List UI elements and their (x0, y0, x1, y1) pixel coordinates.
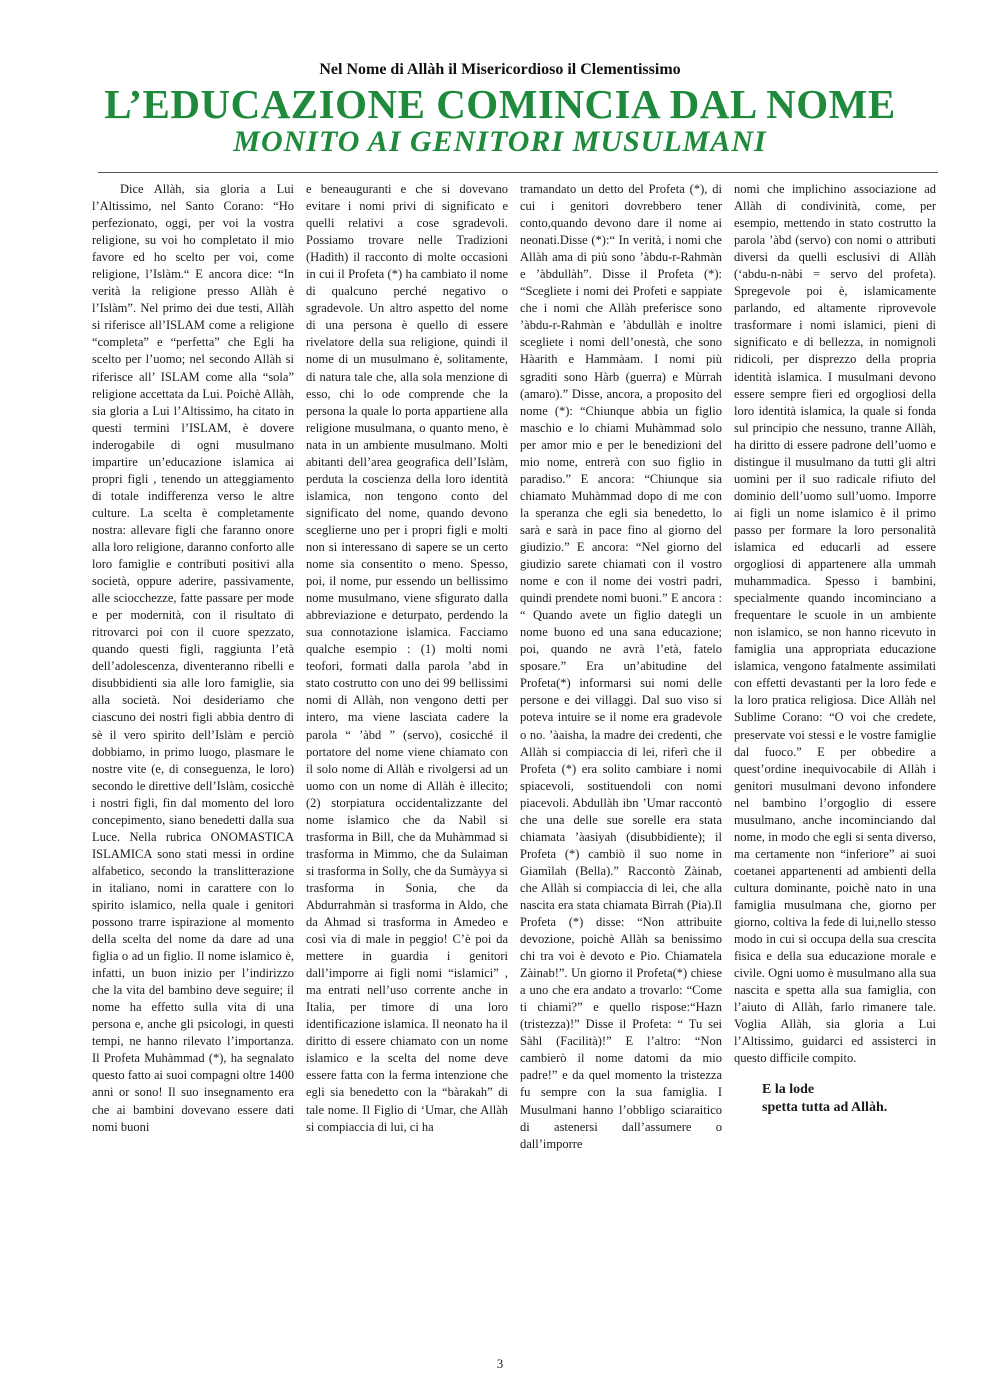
text-column-3 (520, 181, 722, 1346)
text-column-4 (734, 181, 936, 1346)
closing-praise (734, 1081, 936, 1117)
column-3-text: tramandato un detto del Profeta (*), di cui i genitori dovrebbero tener conto,quando devono dare il nome ai neonati.Disse (*):“ In verità, i nomi che Allàh ama di più sono ’àbdu-r-Rahmàn e ’àbdullàh”. Disse il Profeta (*): “Scegliete i nomi dei Profeti e sappiate che i nomi che Allàh preferisce sono ’àbdu-r-Rahmàn e ’àbdullàh e inoltre scegliete i nomi dell’onestà, che sono Hàarith e Hammàam. I nomi più sgraditi sono Hàrb (guerra) e Mùrrah (amaro).” Disse, ancora, a proposito del nome (*): “Chiunque abbia un figlio maschio e lo chiami Muhàmmad solo per amor mio e per le benedizioni del mio nome, entrerà con suo figlio in paradiso.” E ancora: “Chiunque sia chiamato Muhàmmad dopo di me con la speranza che egli sia benedetto, lo sarà e sarà in pace fino al giorno del giudizio.” E ancora: “Nel giorno del giudizio sarete chiamati con il vostro nome e con il nome dei vostri padri, quindi prendete nomi buoni.” E ancora : “ Quando avete un figlio dategli un nome buono ed una sana educazione; poi, quando ne avrà l’età, fatelo sposare.” Era un’abitudine del Profeta(*) informarsi sui nomi delle persone e dei villaggi. Dal suo viso si poteva intuire se il nome era gradevole o no. ’àaisha, la madre dei credenti, che Allàh si compiaccia di lei, riferì che il Profeta (*) era solito cambiare i nomi spiacevoli, sostituendoli con nomi piacevoli. Abdullàh ibn ’Umar raccontò che una delle sue sorelle era stata chiamata ’àasiyah (disubbidiente); il Profeta (*) cambiò il suo nome in Giamìlah (Bella).” Raccontò Zàinab, che Allàh si compiaccia di lei, che alla nascita era stata chiamata Bìrrah (Pia).Il Profeta (*) disse: “Non attribuite devozione, poichè Allàh sa benissimo chi tra voi è devoto e Pio. Chiamatela Zàinab!”. Un giorno il Profeta(*) chiese a uno che era andato a trovarlo: “Come ti chiami?” e quello rispose:“Hazn (tristezza)!” Disse il Profeta: “ Tu sei Sàhl (Facilità)!” E l’altro: “Non cambierò il nome datomi da mio padre!” e da quel momento la tristezza fu sempre con la sua famiglia. I Musulmani hanno l’obbligo sciaraitico di astenersi dall’assumere o dall’imporre (520, 182, 722, 1151)
text-column-1 (92, 181, 294, 1346)
bismillah-line: Nel Nome di Allàh il Misericordioso il Clementissimo (319, 61, 681, 78)
article-subtitle: MONITO AI GENITORI MUSULMANI (233, 125, 767, 158)
closing-line-1: E la lode (762, 1082, 815, 1098)
closing-line-2: spetta tutta ad Allàh. (762, 1100, 888, 1116)
column-4-text: nomi che implichino associazione ad Allàh di condivinità, come, per esempio, mettendo in stato costrutto la parola ’àbd (servo) con nomi o attributi diversi da quelli esclusivi di Allàh (‘abdu-n-nàbi = servo del profeta). Spregevole poi è, islamicamente parlando, ed altamente riprovevole trasformare i nomi islamici, pieni di significato e di bellezza, in nomignoli ridicoli, per disprezzo della propria identità islamica. I musulmani devono essere sempre fieri ed orgogliosi della loro identità islamica, la quale si fonda sul principio che nessuno, tranne Allàh, ha diritto di essere padrone dell’uomo e distingue il musulmano da tutti gli altri uomini per il suo radicale rifiuto del dominio dell’uomo sull’uomo. Imporre ai figli un nome islamico è il primo passo per formare la loro personalità islamica ed educarli ad essere orgogliosi di appartenere alla ummah muhammadica. Spesso i bambini, specialmente quando incominciano a frequentare le scuole in un ambiente non islamico, se non hanno ricevuto in famiglia una appropriata educazione islamica, vengono fatalmente assimilati con effetti devastanti per la loro fede e la loro pratica religiosa. Dice Allàh nel Sublime Corano: “O voi che credete, preservate voi stessi e le vostre famiglie dal fuoco.” E per obbedire a quest’ordine inequivocabile di Allàh i genitori musulmani devono infondere nel bambino l’orgoglio di essere musulmano, anche incominciando dal nome, in modo che egli si senta diverso, ma certamente non “inferiore” ai suoi coetanei appartenenti ad ambienti della cultura dominante, poichè nato in una famiglia musulmana che, giorno per giorno, coltiva la fede di lui,nello stesso modo in cui si occupa della sua crescita fisica e della sua educazione morale e civile. Ogni uomo è musulmano alla sua nascita e spetta alla sua famiglia, con l’aiuto di Allàh, farlo rimanere tale. Voglia Allàh, sia gloria a Lui l’Altissimo, guidarci ed assisterci in questo difficile compito. (734, 182, 936, 1066)
column-2-text: e beneauguranti e che si dovevano evitare i nomi privi di significato e quelli relativi a cose sgradevoli. Possiamo trovare nelle Tradizioni (Hadìth) il racconto di molte occasioni in cui il Profeta (*) ha cambiato il nome di qualcuno perché negativo o sgradevole. Un altro aspetto del nome di una persona è quello di essere rivelatore della sua religione, quindi il nome di un musulmano è, solitamente, di natura tale che, alla sola menzione di esso, chi lo ode comprende che la persona la quale lo porta appartiene alla religione musulmana, o quanto meno, è nata in un ambiente musulmano. Molti abitanti dell’area geografica dell’Islàm, perduta la coscienza della loro identità islamica, non tengono conto del significato del nome, quando devono sceglierne uno per i propri figli e molti non si interessano di sapere se un certo nome sia consentito o meno. Spesso, poi, il nome, pur essendo un bellissimo nome musulmano, viene sfigurato dalla abbreviazione e deturpato, perdendo la sua connotazione islamica. Facciamo qualche esempio : (1) molti nomi teofori, formati dalla parola ’abd in stato costrutto con uno dei 99 bellissimi nomi di Allàh, non vengono detti per intero, ma viene lasciata cadere la parola “ ’àbd ” (servo), cosicché il portatore del nome viene chiamato con il solo nome di Allàh e rivolgersi ad un uomo con un nome di Allàh è illecito; (2) storpiatura occidentalizzante del nome islamico che da Nabìl si trasforma in Bill, che da Muhàmmad si trasforma in Mimmo, che da Sulaiman si trasforma in Solly, che da Sumàyya si trasforma in Sonia, che da Abdurrahmàn si trasforma in Aldo, che da Ahmad si trasforma in Amedeo e così via di male in peggio! C’è poi da mettere in guardia i genitori dall’imporre ai figli nomi “islamici” , ma entrati nell’uso corrente anche in Italia, per timore di una loro identificazione islamica. Il neonato ha il diritto di essere chiamato con un nome islamico e la scelta del nome deve essere fatta con la ferma intenzione che egli sia benedetto con la “bàrakah” di tale nome. Il Figlio di ‘Umar, che Allàh si compiaccia di lui, ci ha (306, 182, 508, 1134)
article-title: L’EDUCAZIONE COMINCIA DAL NOME (104, 81, 896, 127)
header-divider (98, 172, 938, 173)
column-1-text: Dice Allàh, sia gloria a Lui l’Altissimo, nel Santo Corano: “Ho perfezionato, oggi, per voi la vostra religione, su voi ho completato il mio favore ed ho scelto per voi, come religione, l’Islàm.“ E ancora dice: “In verità la religione presso Allàh è l’Islàm”. Nel primo dei due testi, Allàh si riferisce all’ISLAM come a religione “completa” e “perfetta” che Egli ha scelto per l’uomo; nel secondo Allàh si riferisce all’ ISLAM come alla “sola” religione accettata da Lui. Poichè Allàh, sia gloria a Lui l’Altissimo, ha citato in questi termini l’ISLAM, è dovere inderogabile di ogni musulmano impartire un’educazione islamica ai propri figli , tenendo un atteggiamento di totale indifferenza verso le altre culture. La scelta è completamente nostra: allevare figli che faranno onore alla loro religione, daranno conforto alle loro famiglie e contributi positivi alla società, oppure aderire, passivamente, alle sciocchezze, fatte passare per mode e per modernità, con il risultato di ritrovarci poi con il cuore spezzato, quando questi figli, raggiunta l’età dell’adolescenza, diventeranno ribelli e disubbidienti sia alle loro famiglie, sia alla società. Noi desideriamo che ciascuno dei nostri figli abbia dentro di sè il vero spirito dell’Islàm e perciò dobbiamo, in primo luogo, plasmare le nostre vite (e, di conseguenza, le loro) secondo le direttive dell’Islàm, cosicchè i nostri figli, fin dal momento del loro concepimento, siano benedetti dalla sua Luce. Nella rubrica ONOMASTICA ISLAMICA sono stati messi in ordine alfabetico, secondo la translitterazione in italiano, nomi in carattere con lo spirito islamico, nella quale i genitori possono trarre ispirazione al momento della scelta del nome da dare ad una figlia o ad un figlio. Il nome islamico è, infatti, un buon inizio per l’indirizzo che la vita del bambino deve seguire; il nome ha effetto sulla vita di una persona e, anche gli psicologi, in questi tempi, ne hanno rilevato l’importanza. Il Profeta Muhàmmad (*), ha segnalato questo fatto ai suoi compagni oltre 1400 anni or sono! Il suo insegnamento era che ai bambini dovevano essere dati nomi buoni (92, 182, 294, 1134)
article-body (92, 181, 937, 1346)
text-column-2 (306, 181, 508, 1346)
page-number: 3 (496, 1356, 504, 1371)
